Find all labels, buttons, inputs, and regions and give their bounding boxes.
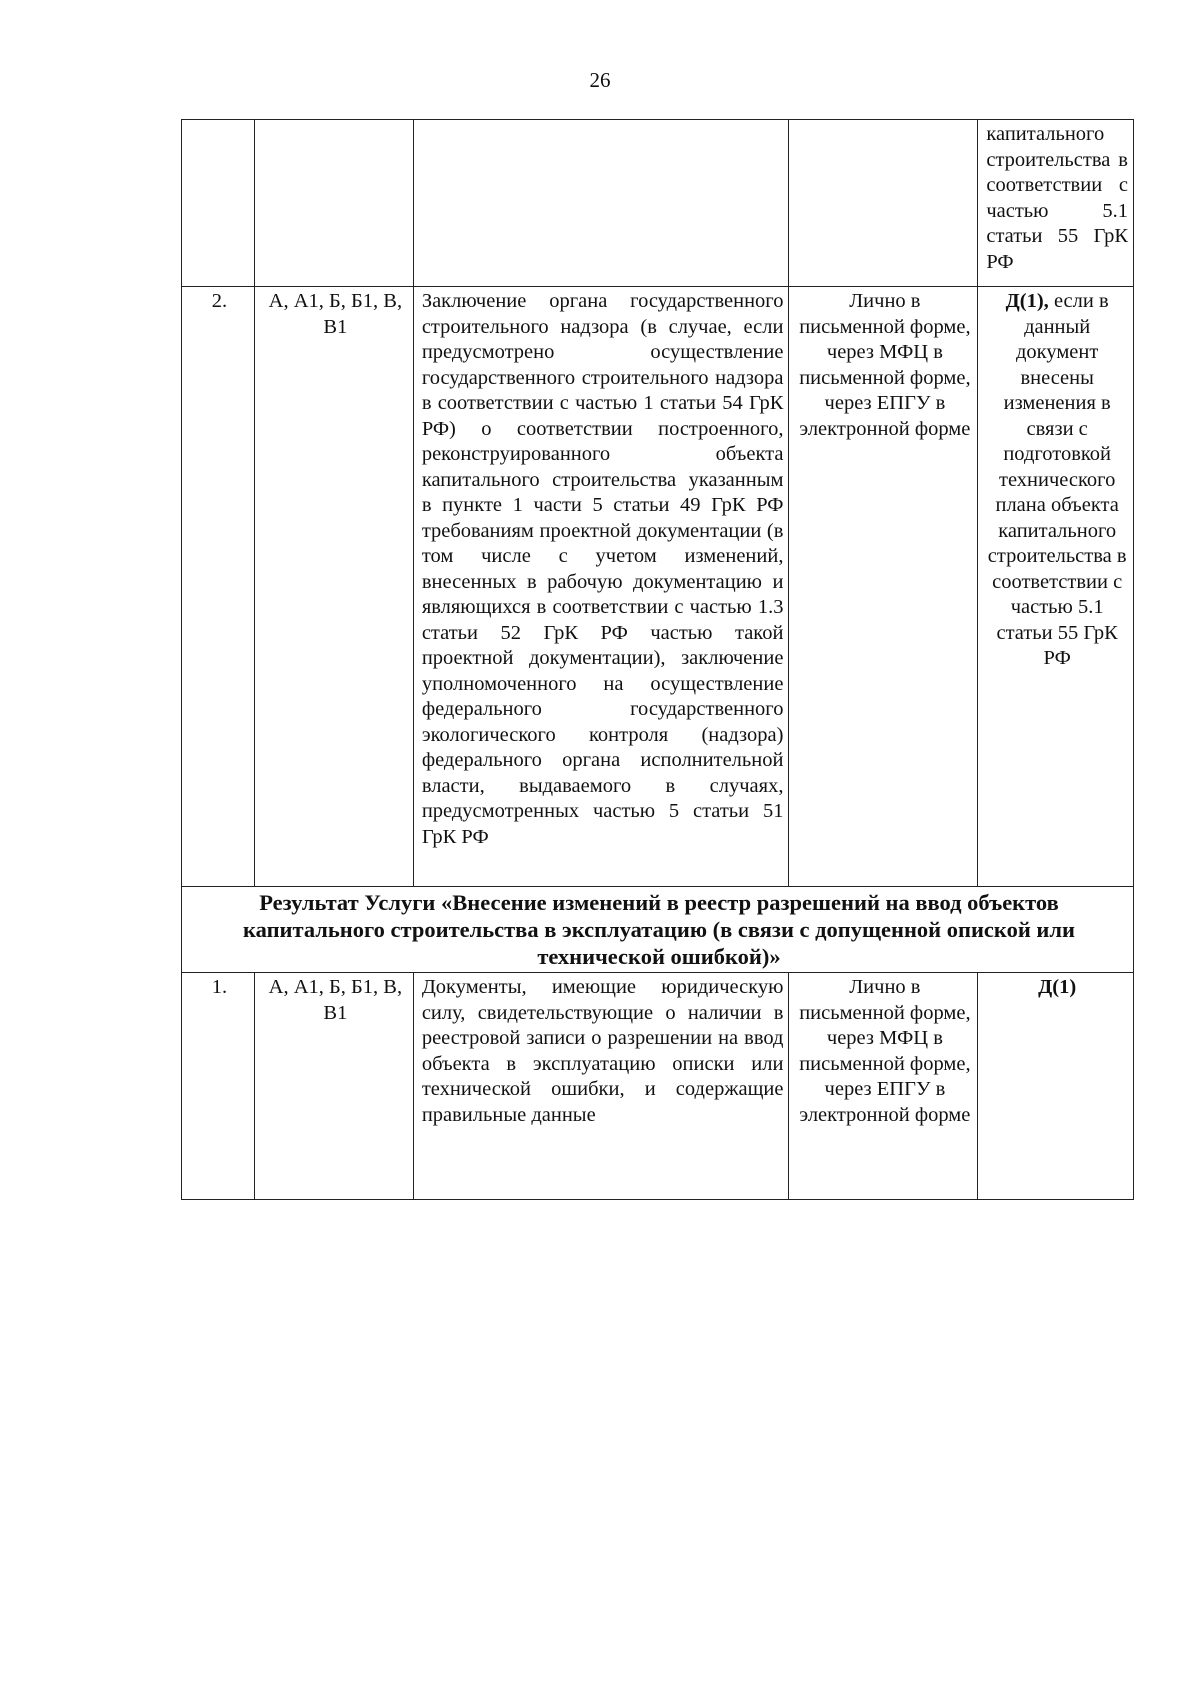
document-description: Заключение органа государственного строительного надзора (в случае, если предусмотрено осуществление государственного строительного надзора в соответствии с частью 1 статьи 54 ГрК РФ) о соответствии построенного, реконструированного объекта капитального строительства указанным в пункте 1 части 5 статьи 49 ГрК РФ требованиям проектной документации (в том числе с учетом изменений, внесенных в рабочую документацию и являющихся в соответствии с частью 1.3 статьи 52 ГрК РФ частью такой проектной документации), заключение уполномоченного на осуществление федерального государственного экологического контроля (надзора) федерального органа исполнительной власти, выдаваемого в случаях, предусмотренных частью 5 статьи 51 ГрК РФ <box>413 287 789 887</box>
document-note-cell <box>978 287 1134 887</box>
submission-form <box>789 120 978 287</box>
document-code: Д(1), <box>1005 290 1049 312</box>
table-row <box>182 287 1134 887</box>
document-code: Д(1) <box>1038 976 1077 998</box>
document-note: если в данный документ внесены изменения в связи с подготовкой технического плана объекта капитального строительства в соответствии с частью 5.1 статьи 55 ГрК РФ <box>987 290 1127 669</box>
document-description: Документы, имеющие юридическую силу, свидетельствующие о наличии в реестровой записи о разрешении на ввод объекта в эксплуатацию описки или технической ошибки, и содержащие правильные данные <box>413 973 789 1200</box>
document-description <box>413 120 789 287</box>
documents-table <box>181 119 1134 1200</box>
document-note-cell <box>978 973 1134 1200</box>
submission-form: Лично в письменной форме, через МФЦ в письменной форме, через ЕПГУ в электронной форме <box>789 973 978 1200</box>
row-number <box>182 120 255 287</box>
table-row <box>182 973 1134 1200</box>
page-number: 26 <box>589 68 611 92</box>
section-row <box>182 887 1134 973</box>
applicant-category: А, А1, Б, Б1, В, В1 <box>254 973 413 1200</box>
row-number: 2. <box>182 287 255 887</box>
submission-form: Лично в письменной форме, через МФЦ в письменной форме, через ЕПГУ в электронной форме <box>789 287 978 887</box>
document-note: капитального строительства в соответствии с частью 5.1 статьи 55 ГрК РФ <box>978 120 1134 287</box>
section-title: Результат Услуги «Внесение изменений в реестр разрешений на ввод объектов капитального строительства в эксплуатацию (в связи с допущенной опиской или технической ошибкой)» <box>182 887 1134 973</box>
table-row <box>182 120 1134 287</box>
applicant-category: А, А1, Б, Б1, В, В1 <box>254 287 413 887</box>
row-number: 1. <box>182 973 255 1200</box>
applicant-category <box>254 120 413 287</box>
